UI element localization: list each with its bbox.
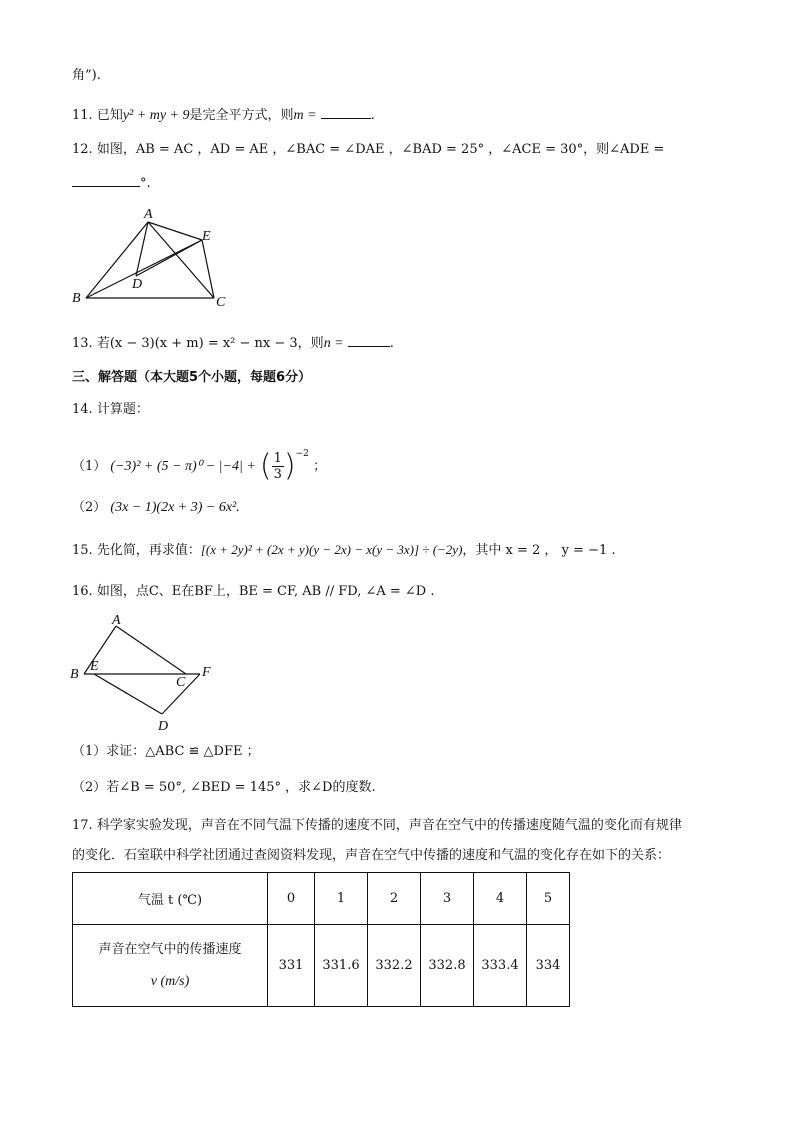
q12-answer-blank[interactable] <box>72 172 140 187</box>
section-3-heading: 三、解答题（本大题5个小题，每题6分） <box>72 370 312 385</box>
q13-end: . <box>389 336 394 351</box>
question-12 <box>72 140 664 160</box>
table-header-speed-line1: 声音在空气中的传播速度 <box>98 941 242 957</box>
q15-number: 15. <box>72 543 93 558</box>
q13-variable: n = <box>323 336 344 351</box>
q15-suffix: ，其中 x = 2 ， y = −1 . <box>462 543 616 558</box>
q12-number: 12. <box>72 142 93 157</box>
fig1-label-d: D <box>132 277 143 292</box>
question-17-line-1 <box>72 816 682 836</box>
figure-parallelogram-abdf <box>66 610 226 735</box>
q13-answer-blank[interactable] <box>348 332 390 347</box>
q14-p1-exponent: −2 <box>295 449 309 459</box>
q16-part-1: （1）求证：△ABC ≌ △DFE ； <box>72 744 260 759</box>
fig1-label-c: C <box>216 295 226 310</box>
fig2-label-f: F <box>202 665 211 680</box>
fig1-label-b: B <box>72 291 81 306</box>
q12-end: °. <box>140 176 151 191</box>
q14-p2-label: （2） <box>72 500 107 515</box>
temperature-speed-table <box>72 872 570 1007</box>
question-13 <box>72 332 394 354</box>
q15-expression: [(x + 2y)² + (2x + y)(y − 2x) − x(y − 3x)] ÷ (−2y) <box>200 542 463 557</box>
question-16 <box>72 582 434 602</box>
q14-p2-expression: (3x − 1)(2x + 3) − 6x². <box>110 500 240 515</box>
table-cell: 5 <box>527 873 570 925</box>
fig2-label-b: B <box>70 667 79 682</box>
q15-prefix: 先化简，再求值： <box>96 543 201 558</box>
q13-text: 若(x − 3)(x + m) = x² − nx − 3，则 <box>96 336 324 351</box>
question-12-answer-line <box>72 172 151 194</box>
q14-part-1 <box>72 434 326 487</box>
q11-mid: 是完全平方式，则 <box>189 108 294 123</box>
table-cell: 333.4 <box>474 925 527 1007</box>
q17-number: 17. <box>72 818 93 833</box>
q14-title: 计算题： <box>96 402 149 417</box>
fig2-label-c: C <box>176 675 186 690</box>
table-cell: 2 <box>368 873 421 925</box>
fig2-label-a: A <box>112 613 121 628</box>
table-cell: 4 <box>474 873 527 925</box>
q14-p1-end: ； <box>313 459 327 474</box>
q11-end: . <box>370 108 375 123</box>
q12-text: 如图，AB = AC ，AD = AE ，∠BAC = ∠DAE ，∠BAD = 25° ，∠ACE = 30°，则∠ADE = <box>96 142 665 157</box>
q14-number: 14. <box>72 402 93 417</box>
q14-frac-numerator: 1 <box>273 451 282 466</box>
fig1-label-a: A <box>144 207 153 222</box>
figure-triangle-abc-ade <box>66 200 236 312</box>
q14-p1-expression: (−3)² + (5 − π)⁰ − |−4| + <box>110 459 256 474</box>
question-14 <box>72 400 149 420</box>
table-cell: 332.2 <box>368 925 421 1007</box>
q16-number: 16. <box>72 584 93 599</box>
top-fragment: 角”). <box>72 68 101 83</box>
question-15 <box>72 540 616 561</box>
q17-line1: 科学家实验发现，声音在不同气温下传播的速度不同，声音在空气中的传播速度随气温的变化而有规律 <box>96 818 682 833</box>
table-row <box>73 925 570 1007</box>
q11-variable: m = <box>293 108 317 123</box>
q14-part-2 <box>72 498 240 518</box>
q14-frac-denominator: 3 <box>273 467 282 482</box>
table-cell: 331.6 <box>315 925 368 1007</box>
left-paren-icon: ( <box>259 448 272 484</box>
table-header-speed-line2: v (m/s) <box>150 973 190 989</box>
table-cell: 1 <box>315 873 368 925</box>
table-header-speed <box>73 925 268 1007</box>
table-cell: 3 <box>421 873 474 925</box>
fig2-label-d: D <box>158 719 169 734</box>
q11-expression: y² + my + 9 <box>122 108 190 123</box>
q16-text: 如图，点C、E在BF上，BE = CF, AB // FD, ∠A = ∠D . <box>96 584 435 599</box>
table-cell: 332.8 <box>421 925 474 1007</box>
q14-p1-label: （1） <box>72 459 107 474</box>
q11-prefix: 已知 <box>96 108 123 123</box>
fig2-label-e: E <box>90 659 99 674</box>
table-cell: 0 <box>268 873 315 925</box>
q11-number: 11. <box>72 108 93 123</box>
table-header-temperature: 气温 t (℃) <box>73 873 268 925</box>
q11-answer-blank[interactable] <box>321 104 371 119</box>
q16-part-2: （2）若∠B = 50°, ∠BED = 145° ，求∠D的度数. <box>72 780 376 795</box>
q14-fraction <box>272 451 284 482</box>
right-paren-icon: ) <box>283 448 296 484</box>
question-11 <box>72 104 375 126</box>
q13-number: 13. <box>72 336 93 351</box>
fig1-label-e: E <box>202 229 211 244</box>
table-cell: 331 <box>268 925 315 1007</box>
question-17-line-2: 的变化．石室联中科学社团通过查阅资料发现，声音在空气中传播的速度和气温的变化存在如下的关系： <box>72 848 671 863</box>
table-row <box>73 873 570 925</box>
table-cell: 334 <box>527 925 570 1007</box>
